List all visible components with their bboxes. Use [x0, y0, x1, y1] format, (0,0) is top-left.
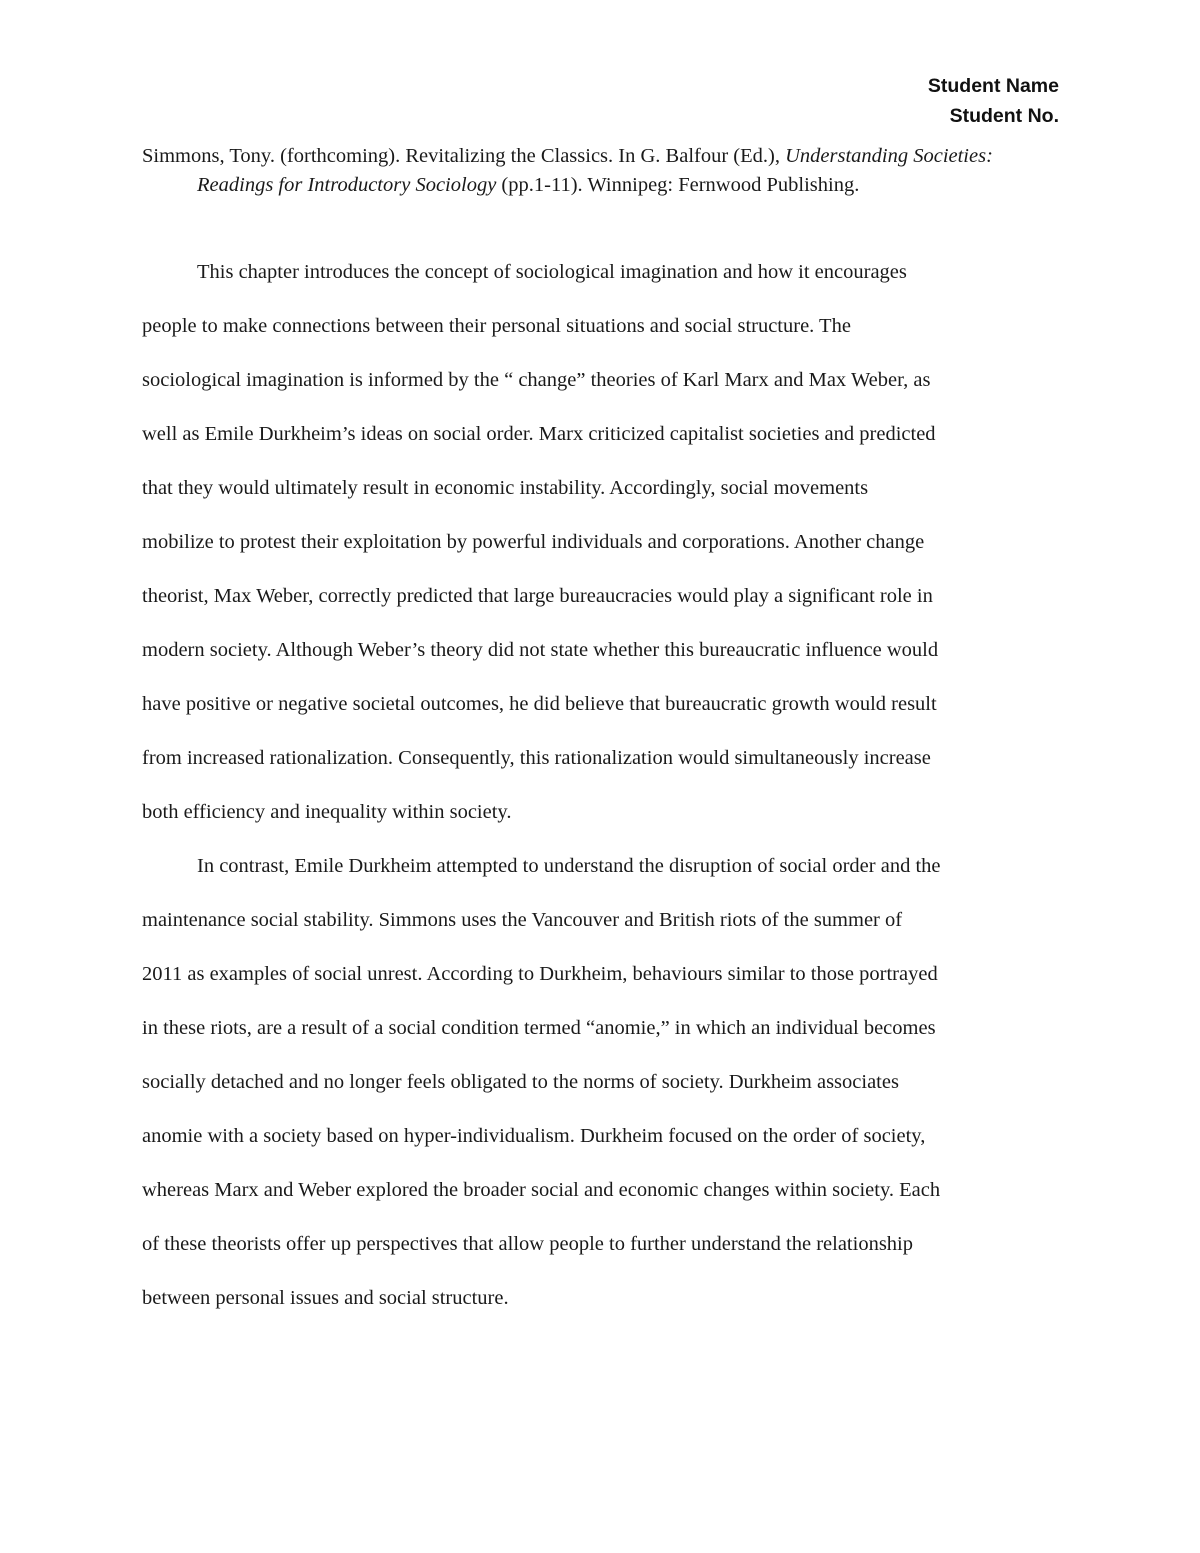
text-line: have positive or negative societal outcomes, he did believe that bureaucratic growth would result	[142, 693, 937, 715]
text-line: between personal issues and social structure.	[142, 1287, 509, 1309]
text-line: of these theorists offer up perspectives that allow people to further understand the relationship	[142, 1233, 913, 1255]
text-line: mobilize to protest their exploitation by powerful individuals and corporations. Another change	[142, 531, 925, 553]
citation-book-title: Understanding Societies: Readings for Introductory Sociology	[197, 145, 993, 196]
summary-body	[142, 245, 1060, 1325]
text-line: well as Emile Durkheim’s ideas on social order. Marx criticized capitalist societies and predicted	[142, 423, 936, 445]
text-line: In contrast, Emile Durkheim attempted to understand the disruption of social order and the	[197, 855, 941, 877]
text-line: anomie with a society based on hyper-individualism. Durkheim focused on the order of society,	[142, 1125, 926, 1147]
citation-publisher: (pp.1-11). Winnipeg: Fernwood Publishing.	[496, 174, 860, 196]
citation-author-chapter: Simmons, Tony. (forthcoming). Revitalizing the Classics. In G. Balfour (Ed.),	[142, 145, 786, 167]
text-line: modern society. Although Weber’s theory did not state whether this bureaucratic influence would	[142, 639, 939, 661]
text-line: This chapter introduces the concept of sociological imagination and how it encourages	[197, 261, 907, 283]
text-line: from increased rationalization. Consequently, this rationalization would simultaneously increase	[142, 747, 931, 769]
text-line: both efficiency and inequality within society.	[142, 801, 512, 823]
reference-citation	[142, 142, 1060, 200]
student-number: Student No.	[949, 105, 1059, 127]
student-name: Student Name	[927, 75, 1059, 97]
paragraph-2	[142, 839, 1060, 1325]
text-line: in these riots, are a result of a social condition termed “anomie,” in which an individual becomes	[142, 1017, 936, 1039]
text-line: sociological imagination is informed by the “ change” theories of Karl Marx and Max Weber, as	[142, 369, 931, 391]
text-line: socially detached and no longer feels obligated to the norms of society. Durkheim associates	[142, 1071, 899, 1093]
text-line: that they would ultimately result in economic instability. Accordingly, social movements	[142, 477, 869, 499]
paragraph-1	[142, 245, 1060, 839]
text-line: 2011 as examples of social unrest. According to Durkheim, behaviours similar to those portrayed	[142, 963, 938, 985]
text-line: people to make connections between their personal situations and social structure. The	[142, 315, 851, 337]
text-line: theorist, Max Weber, correctly predicted that large bureaucracies would play a significant role in	[142, 585, 933, 607]
text-line: whereas Marx and Weber explored the broader social and economic changes within society. Each	[142, 1179, 941, 1201]
student-header	[928, 71, 1059, 131]
text-line: maintenance social stability. Simmons uses the Vancouver and British riots of the summer of	[142, 909, 903, 931]
